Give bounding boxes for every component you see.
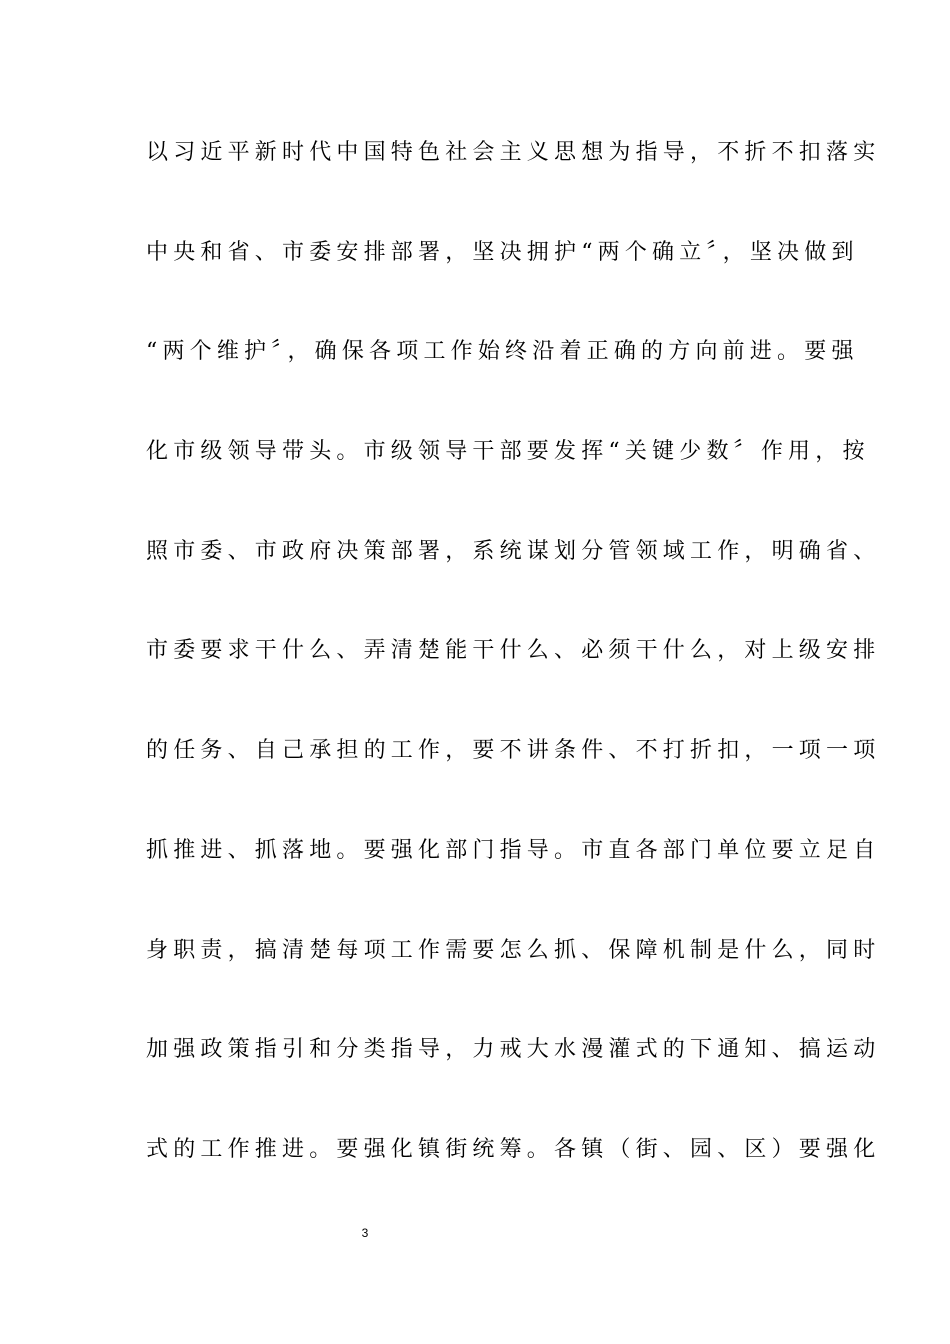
body-text [146, 126, 881, 1223]
text-line-11: 式的工作推进。要强化镇街统筹。各镇（街、园、区）要强化 [146, 1136, 881, 1162]
text-line-3: “两个维护〞，确保各项工作始终沿着正确的方向前进。要强 [146, 339, 859, 365]
text-line-4: 化市级领导带头。市级领导干部要发挥“关键少数〞作用，按 [146, 439, 870, 465]
text-line-6: 市委要求干什么、弄清楚能干什么、必须干什么，对上级安排 [146, 638, 881, 664]
page-number: 3 [361, 1226, 369, 1240]
text-line-7: 的任务、自己承担的工作，要不讲条件、不打折扣，一项一项 [146, 738, 881, 764]
text-line-2: 中央和省、市委安排部署，坚决拥护“两个确立〞，坚决做到 [146, 239, 859, 265]
text-line-1: 以习近平新时代中国特色社会主义思想为指导，不折不扣落实 [146, 140, 881, 165]
text-line-10: 加强政策指引和分类指导，力戒大水漫灌式的下通知、搞运动 [146, 1037, 881, 1063]
text-line-5: 照市委、市政府决策部署，系统谋划分管领域工作，明确省、 [146, 538, 881, 564]
text-line-8: 抓推进、抓落地。要强化部门指导。市直各部门单位要立足自 [146, 837, 881, 863]
text-line-9: 身职责，搞清楚每项工作需要怎么抓、保障机制是什么，同时 [146, 937, 881, 963]
